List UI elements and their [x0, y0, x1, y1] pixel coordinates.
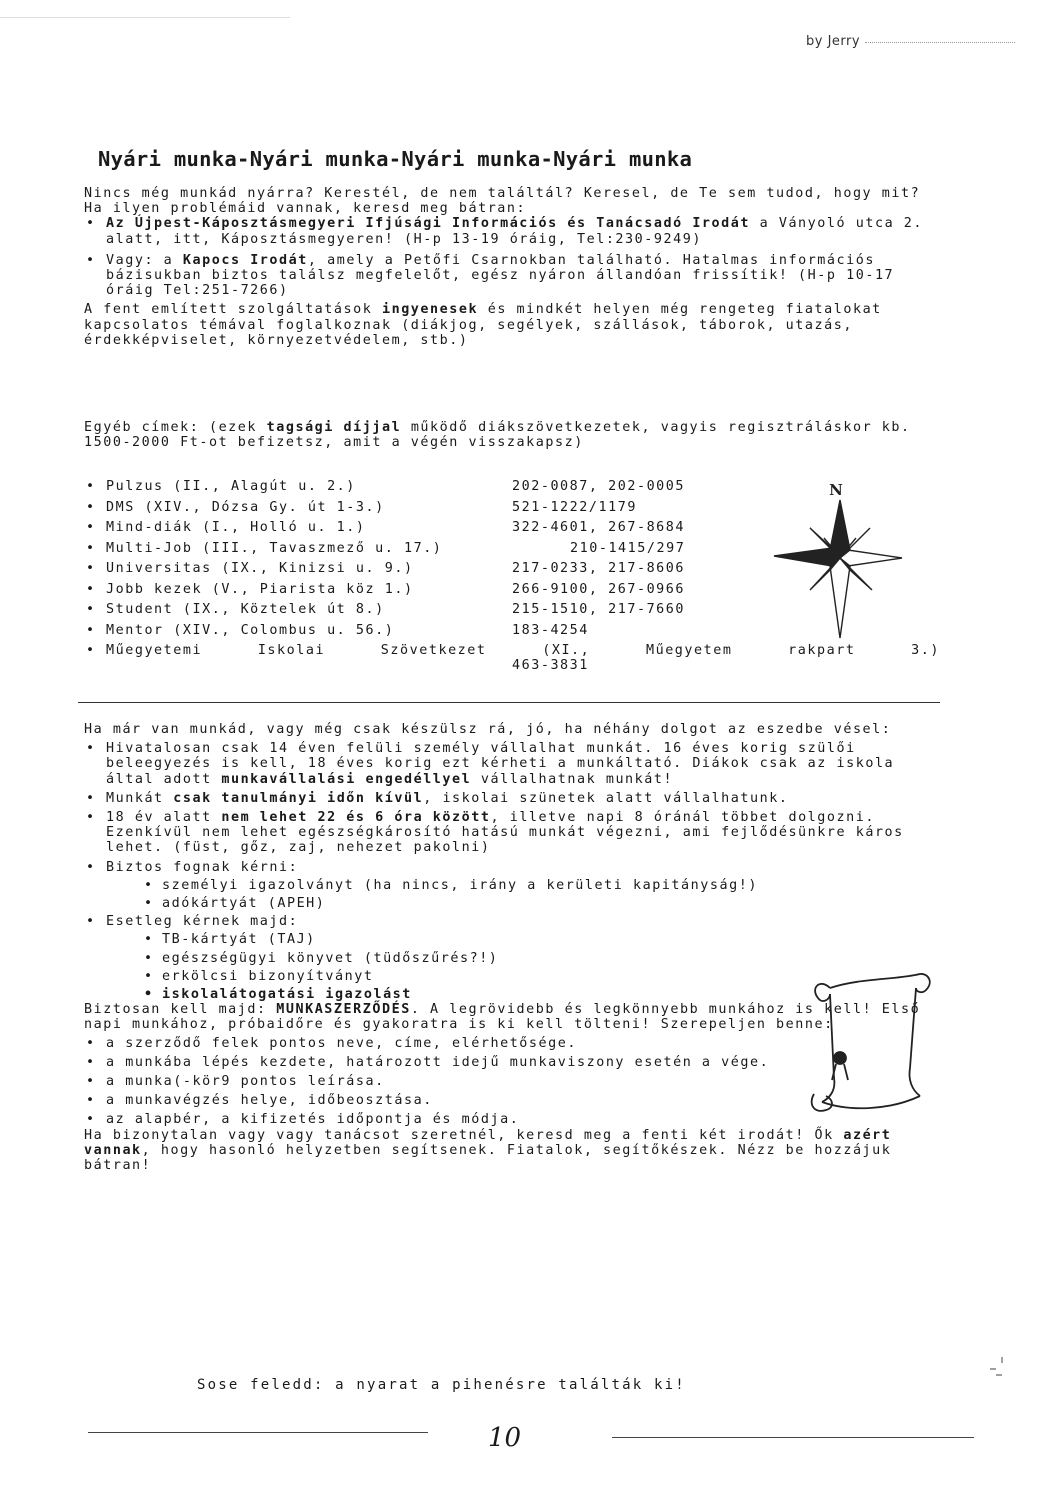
office-details-kapocs: , amely a Petőfi Csarnokban található. Hatalmas információs bázisukban biztos találsz megfelelőt, egész nyáron állandóan frissítik! (H-p 10-17 óráig Tel:251-7266)	[106, 252, 895, 299]
tip-night	[84, 810, 940, 856]
required-docs-list	[140, 878, 940, 911]
top-scan-line	[0, 17, 290, 18]
contract-item: • a munka(-kör9 pontos leírása.	[84, 1074, 940, 1089]
author-signature: by Jerry	[806, 34, 861, 49]
services-prefix: A fent említett szolgáltatások	[84, 302, 382, 318]
contact-phone: 463-3831	[512, 658, 589, 673]
office-details-ujpest: a Ványoló utca 2. alatt, itt, Káposztásmegyeren! (H-p 13-19 óráig, Tel:230-9249)	[106, 216, 924, 247]
contact-name: • Universitas (IX., Kinizsi u. 9.)	[106, 561, 414, 576]
contract-keyword: MUNKASZERZŐDÉS	[276, 1002, 411, 1018]
office-item-kapocs	[84, 253, 940, 299]
tip-required: • Biztos fognak kérni:	[84, 860, 940, 875]
contract-item: • az alapbér, a kifizetés időpontja és módja.	[84, 1112, 940, 1127]
compass-rose-icon	[770, 478, 904, 650]
services-details: és mindkét helyen még rengeteg fiatalokat kapcsolatos témával foglalkoznak (diákjog, segélyek, szállások, táborok, utazás, érdekképviselet, környezetvédelem, stb.)	[84, 302, 882, 348]
contact-name: • Műegyetemi Iskolai Szövetkezet (XI., Műegyetem rakpart 3.)	[106, 643, 940, 658]
contact-name: • Mind-diák (I., Holló u. 1.)	[106, 520, 366, 535]
office-prefix-kapocs: Vagy: a	[106, 252, 183, 268]
contract-item: • a munkába lépés kezdete, határozott idejű munkaviszony esetén a vége.	[84, 1055, 940, 1070]
contact-name: • Mentor (XIV., Colombus u. 56.)	[106, 622, 395, 638]
tip-time-prefix: Munkát	[106, 790, 174, 806]
tip-time-bold: csak tanulmányi időn kívül	[173, 790, 424, 806]
contact-phone: 210-1415/297	[570, 540, 686, 556]
other-details: működő diákszövetkezetek, vagyis regisztráláskor kb. 1500-2000 Ft-ot befizetsz, amit a végén visszakapsz)	[84, 420, 911, 451]
other-prefix: Egyéb címek: (ezek	[84, 420, 267, 435]
closing-bold: azért vannak	[84, 1127, 892, 1158]
contact-name: • Student (IX., Köztelek út 8.)	[106, 602, 385, 617]
doc-health-book: • egészségügyi könyvet (tüdőszűrés?!)	[140, 951, 940, 966]
doc-certificate: • erkölcsi bizonyítványt	[140, 969, 940, 984]
signature-line	[865, 42, 1015, 43]
intro-paragraph: Nincs még munkád nyárra? Kerestél, de nem találtál? Keresel, de Te sem tudod, hogy mit? Ha ilyen problémáid vannak, keresd meg bátran:	[84, 186, 921, 217]
closing-rest: , hogy hasonló helyzetben segítsenek. Fiatalok, segítőkészek. Nézz be hozzájuk bátran!	[84, 1142, 892, 1174]
tip-time-rest: , iskolai szünetek alatt vállalhatunk.	[423, 790, 789, 806]
contract-item: • a szerződő felek pontos neve, címe, elérhetősége.	[84, 1036, 940, 1051]
contact-name: • Multi-Job (III., Tavaszmező u. 17.)	[106, 540, 443, 556]
footer-line-left	[88, 1432, 428, 1433]
footer-line-right	[612, 1437, 974, 1438]
contact-phone: 202-0087, 202-0005	[512, 479, 686, 494]
tip-time	[84, 791, 940, 806]
office-name-kapocs: Kapocs Irodát	[182, 252, 308, 268]
doc-id-card: • személyi igazolványt (ha nincs, irány a kerületi kapitányság!)	[140, 878, 802, 893]
tip-night-prefix: 18 év alatt	[106, 810, 222, 826]
contact-name: • Pulzus (II., Alagút u. 2.)	[106, 479, 356, 494]
office-name-ujpest: Az Újpest-Káposztásmegyeri Ifjúsági Információs és Tanácsadó Irodát	[106, 216, 750, 232]
contact-name: • Jobb kezek (V., Piarista köz 1.)	[106, 581, 414, 597]
intro-section	[84, 186, 940, 348]
contact-phone: 521-1222/1179	[512, 499, 637, 515]
tip-night-bold: nem lehet 22 és 6 óra között	[221, 810, 491, 826]
doc-tb-card: • TB-kártyát (TAJ)	[140, 932, 940, 947]
contact-phone: 215-1510, 217-7660	[512, 602, 686, 617]
contact-phone: 183-4254	[512, 622, 589, 638]
contact-phone: 322-4601, 267-8684	[512, 520, 686, 535]
contact-name: • DMS (XIV., Dózsa Gy. út 1-3.)	[106, 499, 385, 515]
other-fee: tagsági díjjal	[266, 420, 402, 435]
scan-marks	[988, 1355, 1018, 1385]
tip-age	[84, 741, 940, 787]
page-title: Nyári munka-Nyári munka-Nyári munka-Nyári munka	[98, 147, 693, 171]
contract-details: . A legrövidebb és legkönnyebb munkához is kell! Első napi munkához, próbaidőre és gyakoratra is ki kell tölteni! Szerepeljen benne:	[84, 1002, 921, 1033]
office-item-ujpest	[84, 216, 940, 246]
closing-paragraph	[84, 1128, 940, 1174]
page-number: 10	[488, 1423, 522, 1453]
tip-night-rest: , illetve napi 8 óránál többet dolgozni. Ezenkívül nem lehet egészségkárosító hatású munkát végezni, ami fejlődésünkre káros lehet. (füst, gőz, zaj, nehezet pakolni)	[106, 810, 904, 856]
work-intro: Ha már van munkád, vagy még csak készülsz rá, jó, ha néhány dolgot az eszedbe vésel:	[84, 722, 892, 737]
other-addresses-paragraph	[84, 420, 940, 450]
doc-tax-card: • adókártyát (APEH)	[140, 896, 940, 911]
doc-school-cert: • iskolalátogatási igazolást	[140, 987, 940, 1002]
slogan: Sose feledd: a nyarat a pihenésre találták ki!	[197, 1377, 686, 1393]
contact-phone: 217-0233, 217-8606	[512, 561, 686, 576]
compass-north-label: N	[829, 481, 843, 499]
other-addresses-intro	[84, 420, 940, 450]
closing-prefix: Ha bizonytalan vagy vagy tanácsot szeretnél, keresd meg a fenti két irodát! Ők	[84, 1127, 844, 1143]
tip-age-end: vállalhatnak munkát!	[471, 771, 674, 787]
section-divider	[78, 702, 940, 703]
services-paragraph	[84, 302, 940, 348]
contract-prefix: Biztosan kell majd:	[84, 1002, 277, 1018]
scroll-certificate-icon	[800, 968, 938, 1120]
tip-age-permit: munkavállalási engedéllyel	[221, 771, 472, 787]
services-free: ingyenesek	[381, 302, 479, 318]
contact-phone: 266-9100, 267-0966	[512, 581, 686, 597]
tip-age-text: Hivatalosan csak 14 éven felüli személy vállalhat munkát. 16 éves korig szülői beleegyezés is kell, 18 éves korig ezt kérheti a munkáltató. Diákok csak az iskola által adott	[106, 741, 895, 787]
tip-optional: • Esetleg kérnek majd:	[84, 914, 940, 929]
contract-item: • a munkavégzés helye, időbeosztása.	[84, 1093, 940, 1108]
